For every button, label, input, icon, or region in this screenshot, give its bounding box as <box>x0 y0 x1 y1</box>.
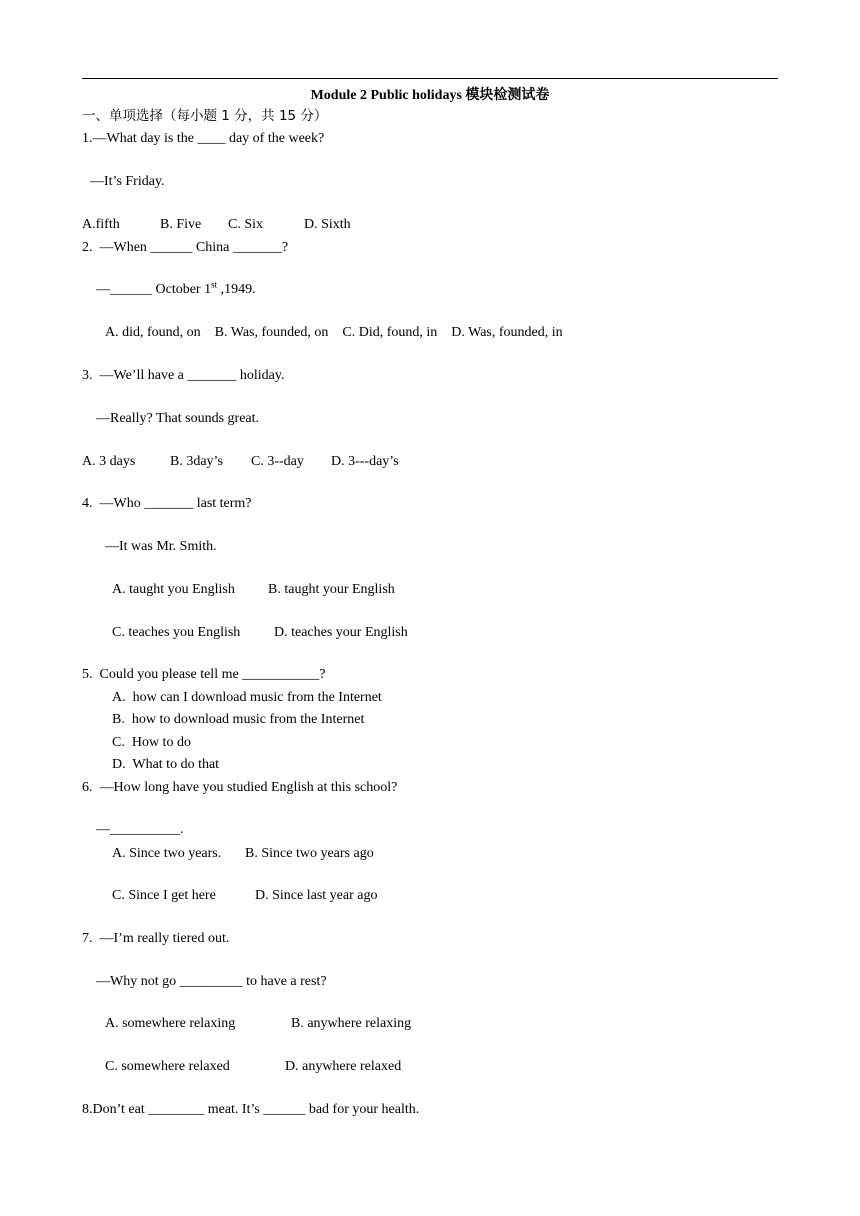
question-2-answer <box>96 281 256 299</box>
header-rule <box>82 78 778 79</box>
question-7-option-a: A. somewhere relaxing <box>105 1016 236 1031</box>
question-4-option-b: B. taught your English <box>268 582 395 597</box>
question-3-stem: 3. —We’ll have a _______ holiday. <box>82 368 285 383</box>
question-6-stem: 6. —How long have you studied English at this school? <box>82 780 398 795</box>
section-heading: 一、单项选择（每小题 1 分，共 15 分） <box>82 108 328 124</box>
title-chinese: 模块检测试卷 <box>465 87 550 103</box>
question-7-option-d: D. anywhere relaxed <box>285 1059 402 1074</box>
question-1-option-a: A.fifth <box>82 217 120 232</box>
question-1-option-c: C. Six <box>228 217 264 232</box>
question-4-option-d: D. teaches your English <box>274 625 408 640</box>
page-title <box>0 86 860 105</box>
question-2-stem: 2. —When ______ China _______? <box>82 240 289 255</box>
question-1-stem: 1.—What day is the ____ day of the week? <box>82 131 325 146</box>
question-4-stem: 4. —Who _______ last term? <box>82 496 252 511</box>
question-4-answer: —It was Mr. Smith. <box>105 539 217 554</box>
question-6-option-a: A. Since two years. <box>112 846 222 861</box>
question-3-option-d: D. 3---day’s <box>331 454 399 469</box>
question-2-superscript: st <box>211 279 218 290</box>
question-2-options: A. did, found, on B. Was, founded, on C. Did, found, in D. Was, founded, in <box>105 325 563 340</box>
question-7-option-c: C. somewhere relaxed <box>105 1059 230 1074</box>
question-3-answer: —Really? That sounds great. <box>96 411 260 426</box>
question-6-option-d: D. Since last year ago <box>255 888 378 903</box>
question-3-option-a: A. 3 days <box>82 454 136 469</box>
question-1-option-b: B. Five <box>160 217 202 232</box>
question-8-stem: 8.Don’t eat ________ meat. It’s ______ bad for your health. <box>82 1102 420 1117</box>
question-6-option-c: C. Since I get here <box>112 888 216 903</box>
question-6-option-b: B. Since two years ago <box>245 846 374 861</box>
question-1-answer: —It’s Friday. <box>90 174 165 189</box>
title-english: Module 2 Public holidays <box>310 88 462 103</box>
question-7-option-b: B. anywhere relaxing <box>291 1016 412 1031</box>
question-4-option-c: C. teaches you English <box>112 625 241 640</box>
question-3-option-b: B. 3day’s <box>170 454 223 469</box>
question-7-answer: —Why not go _________ to have a rest? <box>96 974 327 989</box>
question-1-option-d: D. Sixth <box>304 217 351 232</box>
question-5-option-a: A. how can I download music from the Internet <box>112 690 382 705</box>
question-7-stem: 7. —I’m really tiered out. <box>82 931 230 946</box>
question-5-option-b: B. how to download music from the Internet <box>112 712 365 727</box>
question-4-option-a: A. taught you English <box>112 582 235 597</box>
question-5-option-d: D. What to do that <box>112 757 220 772</box>
question-5-option-c: C. How to do <box>112 735 191 750</box>
question-6-answer: —__________. <box>96 822 184 837</box>
question-2-answer-year: ,1949. <box>217 282 256 297</box>
question-3-option-c: C. 3--day <box>251 454 304 469</box>
question-2-answer-text: —______ October 1 <box>96 282 212 297</box>
question-5-stem: 5. Could you please tell me ___________? <box>82 667 326 682</box>
